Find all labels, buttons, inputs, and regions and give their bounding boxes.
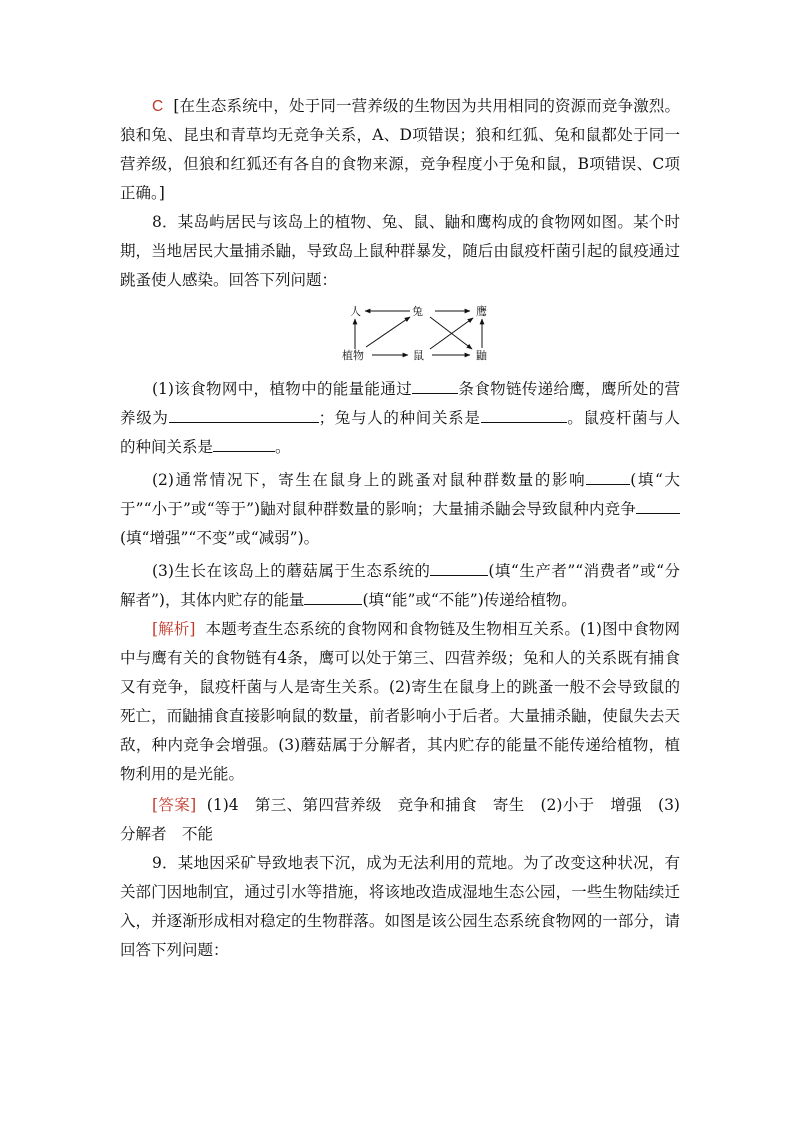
q8-sub1 (120, 375, 680, 462)
answer-text: (1)4 第三、第四营养级 竞争和捕食 寄生 (2)小于 增强 (3)分解者 不能 (120, 796, 680, 843)
q8-analysis (120, 615, 680, 789)
analysis-tag: [解析] (152, 620, 196, 638)
q8-sub3-text-b: (填“生产者”“消费者”或“分解者”)，其体内贮存的能量 (120, 562, 680, 609)
q8-sub1-text-e: 。 (275, 438, 291, 456)
answer-blank[interactable] (412, 375, 458, 394)
q8-sub3-text-c: (填“能”或“不能”)传递给植物。 (362, 591, 577, 609)
answer-tag: [答案] (152, 796, 197, 814)
node-weasel: 鼬 (476, 349, 487, 362)
q8-answer (120, 791, 680, 849)
node-plant: 植物 (342, 349, 364, 362)
node-mouse: 鼠 (413, 349, 424, 362)
node-rabbit: 兔 (412, 305, 423, 318)
q8-sub2 (120, 466, 680, 553)
q8-sub2-text-c: (填“增强”“不变”或“减弱”)。 (120, 529, 320, 547)
q8-sub2-text-b: (填“大于”“小于”或“等于”)鼬对鼠种群数量的影响；大量捕杀鼬会导致鼠种内竞争 (120, 471, 680, 518)
node-hawk: 鹰 (476, 305, 487, 318)
answer-letter: C (152, 98, 164, 115)
document-page (120, 92, 680, 965)
answer-blank[interactable] (636, 495, 680, 514)
q8-sub2-text-a: (2)通常情况下，寄生在鼠身上的跳蚤对鼠种群数量的影响 (152, 471, 587, 489)
q8-sub1-text-a: (1)该食物网中，植物中的能量能通过 (152, 380, 413, 398)
q9-stem: 9．某地因采矿导致地表下沉，成为无法利用的荒地。为了改变这种状况，有关部门因地制宜，通过引水等措施，将该地改造成湿地生态公园，一些生物陆续迁入，并逐渐形成相对稳定的生物群落。如图是该公园生态系统食物网的一部分，请回答下列问题： (120, 854, 680, 959)
q8-sub1-text-b: 条食物链传递给鹰，鹰所处的营养级为 (120, 380, 680, 427)
q8-sub3 (120, 557, 680, 615)
q7-explanation-text: [在生态系统中，处于同一营养级的生物因为共用相同的资源而竞争激烈。狼和兔、昆虫和青草均无竞争关系，A、D项错误；狼和红狐、兔和鼠都处于同一营养级，但狼和红狐还有各自的食物来源，竞争程度小于兔和鼠，B项错误、C项正确。] (120, 97, 680, 202)
q8-stem: 8．某岛屿居民与该岛上的植物、兔、鼠、鼬和鹰构成的食物网如图。某个时期，当地居民大量捕杀鼬，导致岛上鼠种群暴发，随后由鼠疫杆菌引起的鼠疫通过跳蚤使人感染。回答下列问题： (120, 213, 680, 289)
node-human: 人 (350, 305, 361, 318)
answer-blank[interactable] (430, 557, 488, 576)
analysis-text: 本题考查生态系统的食物网和食物链及生物相互关系。(1)图中食物网中与鹰有关的食物链有4条，鹰可以处于第三、四营养级；兔和人的关系既有捕食又有竞争，鼠疫杆菌与人是寄生关系。(2)寄生在鼠身上的跳蚤一般不会导致鼠的死亡，而鼬捕食直接影响鼠的数量，前者影响小于后者。大量捕杀鼬，使鼠失去天敌，种内竞争会增强。(3)蘑菇属于分解者，其内贮存的能量不能传递给植物，植物利用的是光能。 (120, 620, 680, 783)
answer-blank[interactable] (304, 586, 362, 605)
answer-blank[interactable] (481, 404, 567, 423)
answer-blank[interactable] (169, 404, 319, 423)
arrow-plant-to-rabbit (366, 317, 410, 347)
q7-explanation (120, 92, 680, 208)
q8-sub3-text-a: (3)生长在该岛上的蘑菇属于生态系统的 (152, 562, 431, 580)
food-web-diagram (120, 297, 680, 369)
q8-sub1-text-d: 。鼠疫杆菌与人的种间关系是 (120, 409, 680, 456)
q8-sub1-text-c: ；兔与人的种间关系是 (318, 409, 481, 427)
food-web-svg (120, 297, 680, 369)
answer-blank[interactable] (586, 466, 630, 485)
answer-blank[interactable] (213, 433, 275, 452)
